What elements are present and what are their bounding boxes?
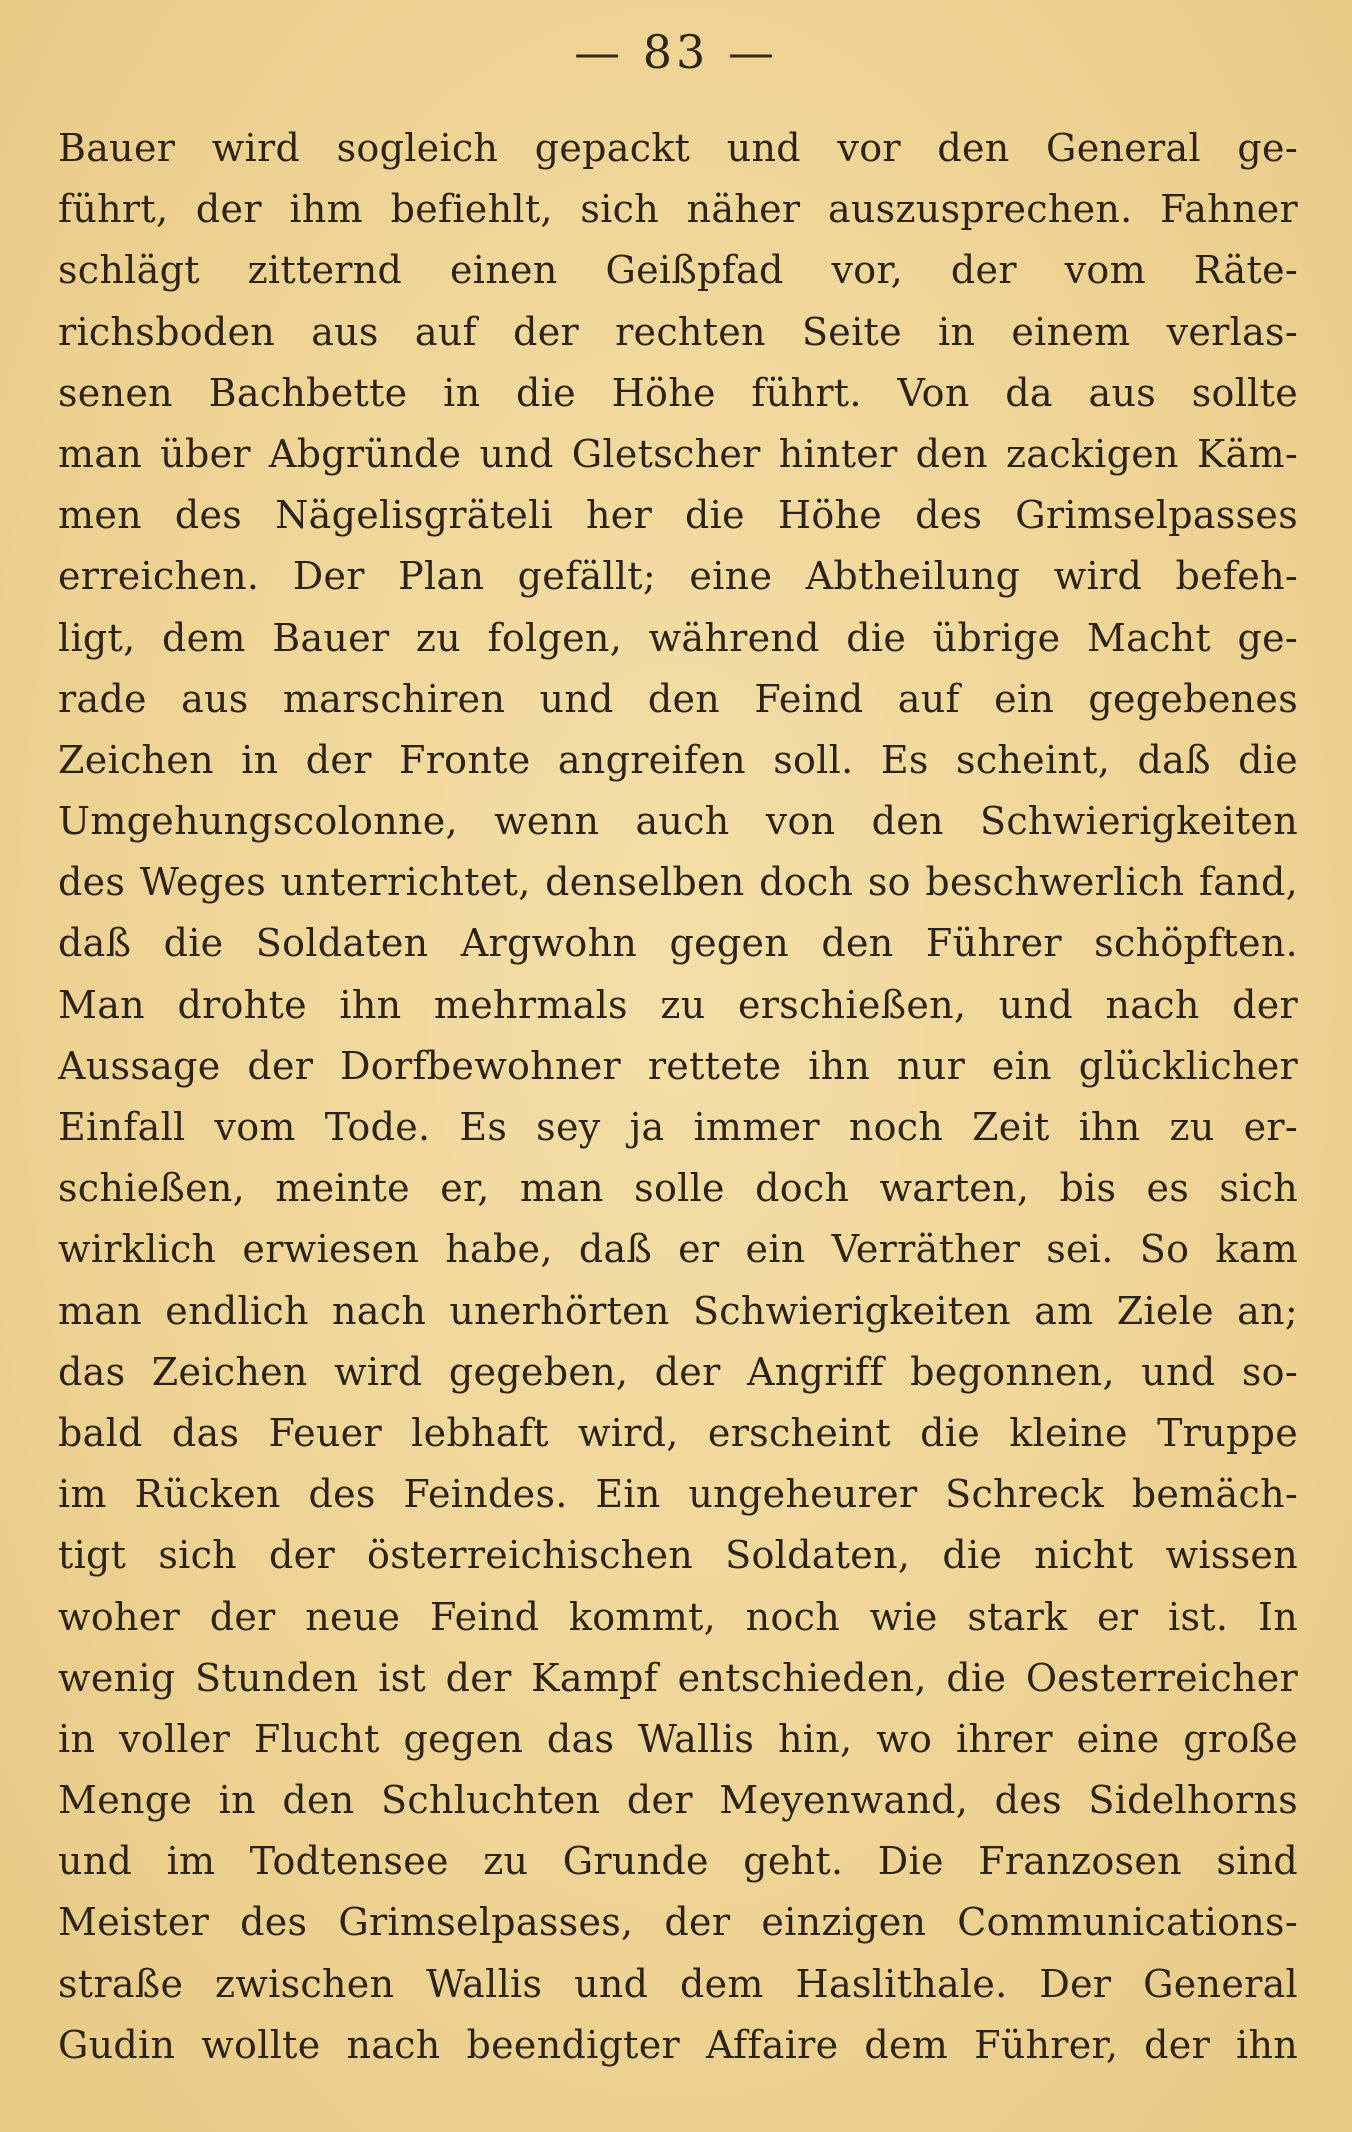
body-text [58, 118, 1298, 2076]
text-line: Gudin wollte nach beendigter Affaire dem Führer, der ihn [58, 2022, 1298, 2067]
text-line: erreichen. Der Plan gefällt; eine Abtheilung wird befeh- [58, 554, 1298, 599]
text-line: Bauer wird sogleich gepackt und vor den General ge- [58, 126, 1298, 170]
text-line: schießen, meinte er, man solle doch warten, bis es sich [58, 1166, 1298, 1211]
text-line: daß die Soldaten Argwohn gegen den Führer schöpften. [58, 921, 1298, 966]
text-line: Umgehungscolonne, wenn auch von den Schwierigkeiten [58, 799, 1298, 844]
text-line: Zeichen in der Fronte angreifen soll. Es scheint, daß die [58, 737, 1298, 782]
text-line: in voller Flucht gegen das Wallis hin, wo ihrer eine große [58, 1716, 1298, 1761]
text-line: richsboden aus auf der rechten Seite in einem verlas- [58, 309, 1298, 354]
text-line: man endlich nach unerhörten Schwierigkeiten am Ziele an; [58, 1288, 1298, 1333]
text-line: rade aus marschiren und den Feind auf ein gegebenes [58, 676, 1298, 721]
text-line: ligt, dem Bauer zu folgen, während die übrige Macht ge- [58, 615, 1298, 660]
text-line: Einfall vom Tode. Es sey ja immer noch Zeit ihn zu er- [58, 1105, 1298, 1149]
text-line: führt, der ihm befiehlt, sich näher auszusprechen. Fahner [58, 187, 1298, 232]
text-line: das Zeichen wird gegeben, der Angriff begonnen, und so- [58, 1349, 1298, 1394]
text-line: und im Todtensee zu Grunde geht. Die Franzosen sind [58, 1839, 1298, 1884]
text-line: des Weges unterrichtet, denselben doch so beschwerlich fand, [58, 860, 1298, 905]
text-line: Meister des Grimselpasses, der einzigen Communications- [58, 1900, 1298, 1945]
text-line: man über Abgründe und Gletscher hinter den zackigen Käm- [58, 431, 1298, 476]
text-line: Menge in den Schluchten der Meyenwand, des Sidelhorns [58, 1778, 1298, 1823]
text-line: wirklich erwiesen habe, daß er ein Verräther sei. So kam [58, 1227, 1298, 1272]
text-line: straße zwischen Wallis und dem Haslithale. Der General [58, 1961, 1298, 2006]
text-line: wenig Stunden ist der Kampf entschieden, die Oesterreicher [58, 1655, 1298, 1700]
text-line: schlägt zitternd einen Geißpfad vor, der vom Räte- [58, 248, 1298, 293]
text-line: Man drohte ihn mehrmals zu erschießen, und nach der [58, 982, 1298, 1027]
page-number: — 83 — [574, 25, 778, 79]
text-line: woher der neue Feind kommt, noch wie stark er ist. In [58, 1594, 1298, 1639]
text-line: tigt sich der österreichischen Soldaten, die nicht wissen [58, 1533, 1298, 1578]
text-line: men des Nägelisgräteli her die Höhe des Grimselpasses [58, 493, 1298, 538]
text-line: Aussage der Dorfbewohner rettete ihn nur ein glücklicher [58, 1043, 1298, 1088]
text-line: im Rücken des Feindes. Ein ungeheurer Schreck bemäch- [58, 1472, 1298, 1517]
text-line: bald das Feuer lebhaft wird, erscheint die kleine Truppe [58, 1410, 1298, 1455]
text-line: senen Bachbette in die Höhe führt. Von da aus sollte [58, 370, 1298, 415]
